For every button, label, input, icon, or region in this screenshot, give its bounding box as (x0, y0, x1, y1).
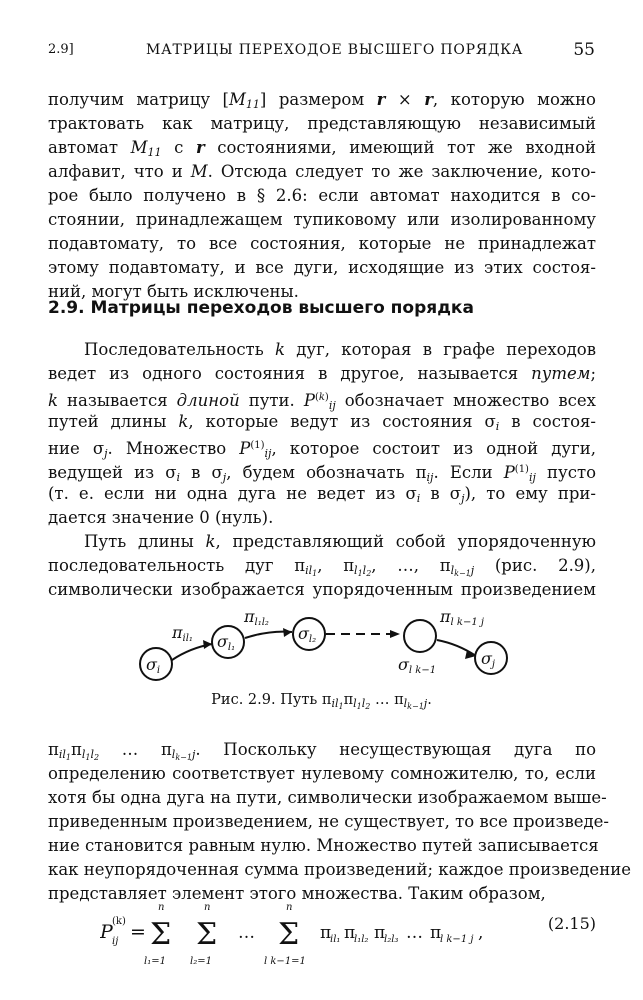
paragraph-2: Последовательность k дуг, которая в графе переходов ведет из одного состояния в другое, называется путем; k называется длиной пути. $P^{(k)}_{ij}$ обозначает множество всех путей длины k, которые ведут из состояния $\sigma_i$ в состоя- ние $\sigma_j$. Множество $P^{(1)}_{ij}$, которое состоит из одной дуги, ведущей из $\sigma_i$ в $\sigma_j$, будем обозначать $\pi_{ij}$. Если $P^{(1)}_{ij}$ пусто (т. е. если ни одна дуга не ведет из $\sigma_i$ в $\sigma_j$), то ему при- дается значение 0 (нуль). (48, 340, 597, 527)
running-title: МАТРИЦЫ ПЕРЕХОДОЕ ВЫСШЕГО ПОРЯДКА (146, 42, 524, 58)
section-heading: 2.9. Матрицы переходов высшего порядка (48, 298, 474, 318)
paragraph-3: Путь длины k, представляющий собой упорядоченную последовательность дуг $\pi_{il1}$, $\pi_{l1l2}$, …, $\pi_{lk-1j}$ (рис. 2.9), символически изображается упорядоченным произведением (48, 532, 596, 599)
svg-text:Σ: Σ (150, 917, 172, 952)
svg-text:n: n (204, 902, 211, 913)
svg-text:,: , (478, 923, 484, 943)
node-sigma-lk1 (404, 620, 436, 652)
path-figure (0, 600, 643, 690)
svg-text:σl₁: σl₁ (217, 632, 236, 653)
section-ref: 2.9] (48, 42, 74, 57)
svg-text:σj: σj (481, 649, 496, 670)
svg-text:(k): (k) (112, 916, 126, 927)
equation-number: (2.15) (547, 914, 596, 933)
svg-text:σl₂: σl₂ (298, 624, 317, 645)
svg-text:Σ: Σ (196, 917, 218, 952)
svg-text:σl k−1: σl k−1 (398, 655, 437, 676)
svg-text:l₂=1: l₂=1 (190, 956, 212, 967)
svg-text:il₁: il₁ (330, 934, 341, 945)
svg-text:π: π (374, 923, 386, 943)
svg-text:l k−1=1: l k−1=1 (264, 956, 306, 967)
equation-2-15 (100, 900, 596, 980)
svg-text:l k−1 j: l k−1 j (440, 934, 474, 945)
svg-text:σi: σi (146, 655, 161, 676)
svg-text:n: n (158, 902, 165, 913)
paragraph-1: получим матрицу $[M_{11}]$ размером r × r, которую можно трактовать как матрицу, представляющую независимый автомат $M_{11}$ с r состояниями, имеющий тот же входной алфавит, что и M. Отсюда следует то же заключение, кото- рое было получено в § 2.6: если автомат находится в со- стоянии, принадлежащем тупиковому или изолированному подавтомату, то все состояния, которые не принадлежат этому подавтомату, и все дуги, исходящие из этих состоя- ний, могут быть исключены. (48, 90, 597, 301)
svg-text:l₁l₂: l₁l₂ (354, 934, 369, 945)
svg-text:=: = (130, 921, 146, 943)
svg-text:πl₁l₂: πl₁l₂ (244, 607, 269, 628)
svg-text:ij: ij (112, 936, 119, 947)
page-number: 55 (573, 40, 595, 60)
paragraph-4: $\pi_{il1}\pi_{l1l2}$ … $\pi_{lk-1j}$. Поскольку несуществующая дуга по определению соответствует нулевому сомножителю, то, если хотя бы одна дуга на пути, символически изображаемом выше- приведенным произведением, не существует, то все произведе- ние становится равным нулю. Множество путей записывается как неупорядоченная сумма произведений; каждое произведение представляет элемент этого множества. Таким образом, (48, 740, 631, 903)
svg-text:πil₁: πil₁ (172, 623, 193, 644)
svg-text:π: π (430, 923, 442, 943)
svg-text:…: … (238, 923, 255, 943)
svg-text:…: … (406, 923, 423, 943)
svg-text:Σ: Σ (278, 917, 300, 952)
svg-text:n: n (286, 902, 293, 913)
svg-text:π: π (320, 923, 332, 943)
svg-text:P: P (100, 921, 113, 943)
svg-text:l₁=1: l₁=1 (144, 956, 166, 967)
running-header (48, 40, 595, 62)
svg-text:πl k−1 j: πl k−1 j (440, 607, 484, 628)
figure-caption: Рис. 2.9. Путь $\pi_{il1}\pi_{l1l2}$ … $\pi_{lk-1j}$. (211, 692, 432, 711)
svg-text:π: π (344, 923, 356, 943)
svg-text:l₂l₃: l₂l₃ (384, 934, 399, 945)
